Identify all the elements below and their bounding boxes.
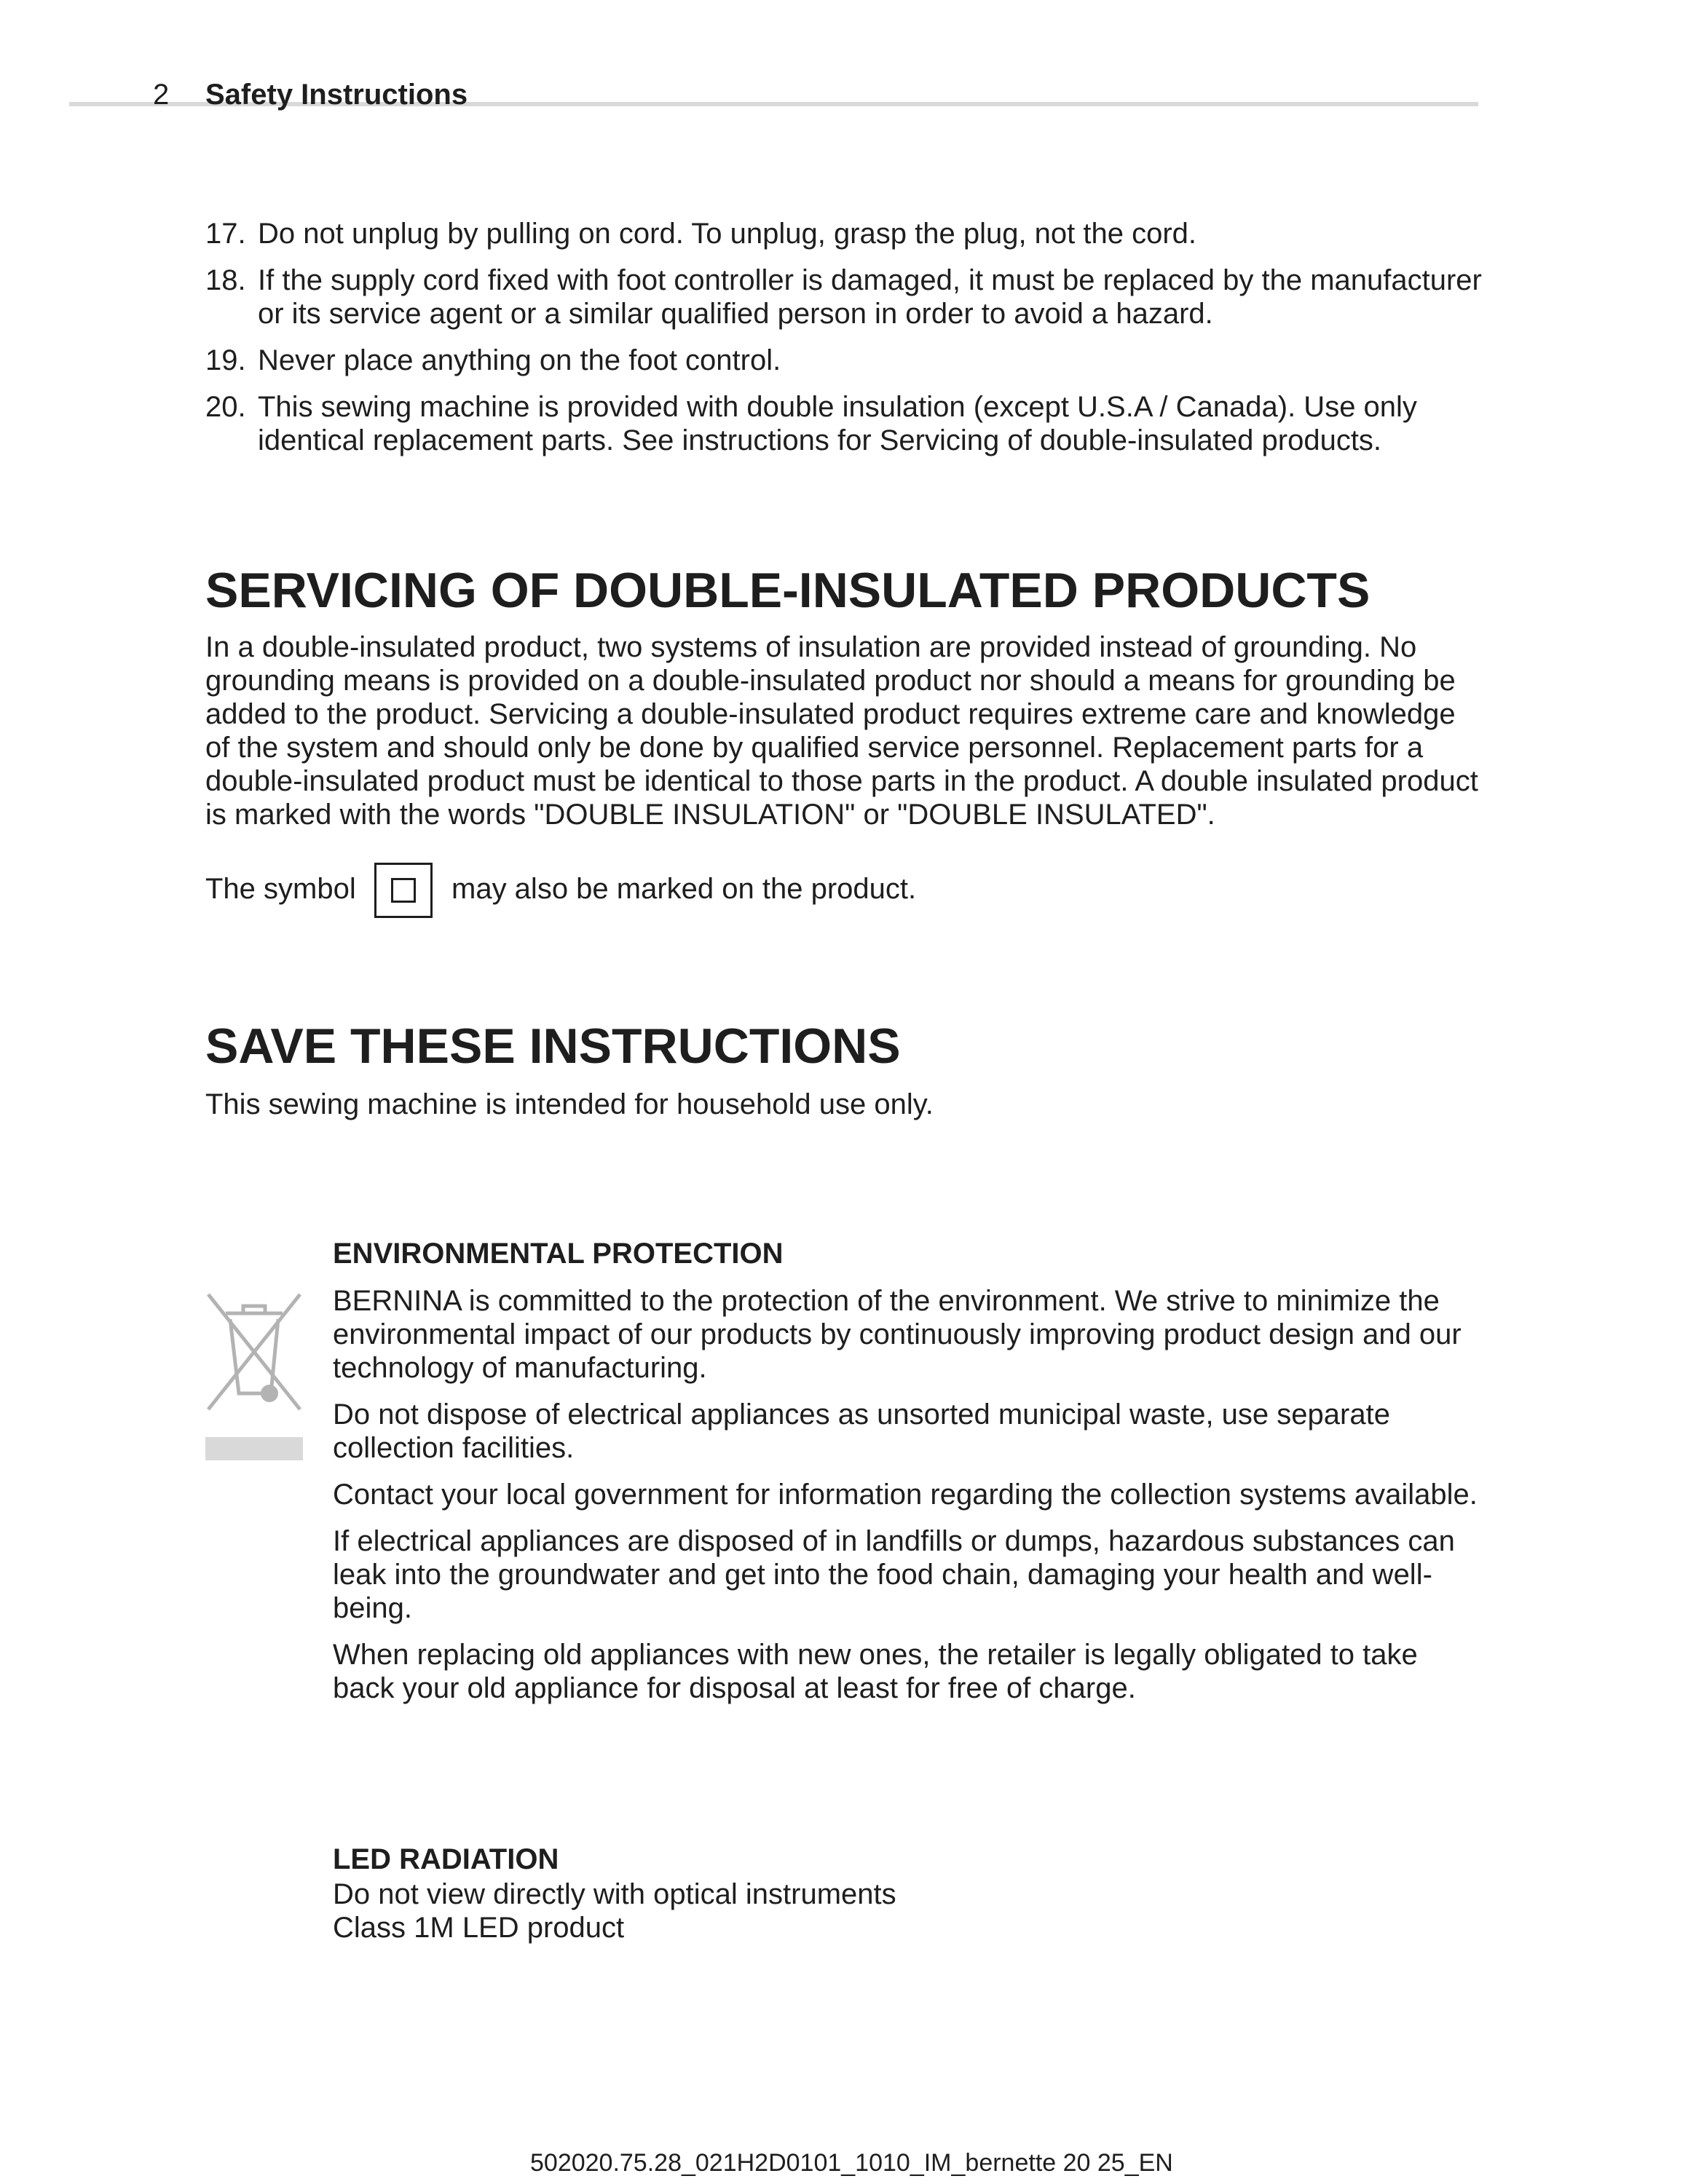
led-line-1: Do not view directly with optical instruments xyxy=(333,1878,896,1910)
environmental-paragraph: When replacing old appliances with new ones, the retailer is legally obligated to take back your old appliance for disposal at least for free of charge. xyxy=(333,1639,1418,1704)
household-use-text: This sewing machine is intended for household use only. xyxy=(205,1088,934,1120)
list-item-text: If the supply cord fixed with foot controller is damaged, it must be replaced by the manufacturer or its service agent or a similar qualified person in order to avoid a hazard. xyxy=(258,264,1482,330)
safety-list xyxy=(205,217,1487,470)
list-item xyxy=(205,217,1487,250)
servicing-paragraph: In a double-insulated product, two systems of insulation are provided instead of grounding. No grounding means is provided on a double-insulated product nor should a means for grounding be added to the product. Servicing a double-insulated product requires extreme care and knowledge of the system and should only be done by qualified service personnel. Replacement parts for a double-insulated product must be identical to those parts in the product. A double insulated product is marked with the words "DOUBLE INSULATION" or "DOUBLE INSULATED". xyxy=(205,631,1478,831)
list-item-number: 20. xyxy=(205,391,246,423)
symbol-text-after: may also be marked on the product. xyxy=(451,873,917,905)
list-item-text: This sewing machine is provided with double insulation (except U.S.A / Canada). Use only identical replacement parts. See instructions for Servicing of double-insulated products. xyxy=(258,391,1417,456)
led-heading: LED RADIATION xyxy=(333,1843,559,1875)
servicing-heading: SERVICING OF DOUBLE-INSULATED PRODUCTS xyxy=(205,563,1370,618)
bin-icon-bar xyxy=(205,1437,303,1460)
list-item-number: 18. xyxy=(205,264,246,296)
list-item-number: 19. xyxy=(205,344,246,376)
environmental-body xyxy=(333,1284,1483,1718)
footer-document-code: 502020.75.28_021H2D0101_1010_IM_bernette 20 25_EN xyxy=(530,2149,1173,2177)
header-title: Safety Instructions xyxy=(205,79,468,111)
environmental-paragraph: If electrical appliances are disposed of in landfills or dumps, hazardous substances can leak into the groundwater and get into the food chain, damaging your health and well-being. xyxy=(333,1525,1455,1624)
list-item-text: Never place anything on the foot control. xyxy=(258,344,781,376)
list-item xyxy=(205,344,1487,377)
list-item xyxy=(205,390,1487,457)
environmental-heading: ENVIRONMENTAL PROTECTION xyxy=(333,1238,784,1270)
double-insulation-symbol-icon xyxy=(374,863,433,918)
save-heading: SAVE THESE INSTRUCTIONS xyxy=(205,1018,901,1074)
list-item-text: Do not unplug by pulling on cord. To unplug, grasp the plug, not the cord. xyxy=(258,218,1197,250)
environmental-paragraph: Contact your local government for information regarding the collection systems available. xyxy=(333,1479,1478,1511)
crossed-out-wheelie-bin-icon xyxy=(205,1291,303,1412)
list-item xyxy=(205,264,1487,331)
led-line-2: Class 1M LED product xyxy=(333,1912,625,1944)
environmental-paragraph: BERNINA is committed to the protection of the environment. We strive to minimize the environmental impact of our products by continuously improving product design and our technology of manufacturing. xyxy=(333,1285,1462,1384)
symbol-text-before: The symbol xyxy=(205,873,356,905)
environmental-paragraph: Do not dispose of electrical appliances as unsorted municipal waste, use separate collection facilities. xyxy=(333,1398,1390,1464)
page-number: 2 xyxy=(153,79,170,111)
list-item-number: 17. xyxy=(205,218,246,250)
